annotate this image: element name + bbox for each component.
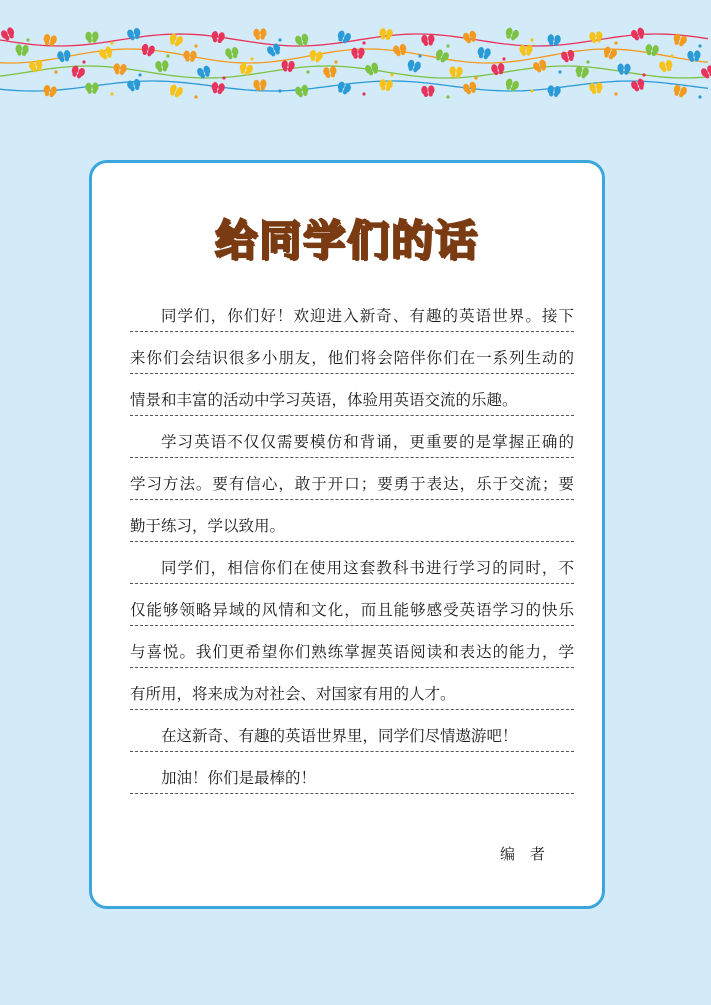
letter-line: 有所用，将来成为对社会、对国家有用的人才。 — [130, 679, 574, 710]
garland-dot — [642, 73, 645, 76]
garland-dot — [614, 41, 617, 44]
butterfly-icon — [281, 60, 295, 72]
garland-dot — [614, 92, 617, 95]
garland-dot — [194, 95, 197, 98]
butterfly-icon — [42, 84, 57, 98]
butterfly-icon — [406, 59, 422, 73]
butterfly-icon — [602, 46, 618, 61]
butterfly-garland-icon — [0, 22, 711, 102]
butterfly-icon — [113, 63, 127, 76]
butterfly-icon — [449, 66, 463, 78]
garland-dot — [194, 44, 197, 47]
letter-line: 仅能够领略异域的风情和文化，而且能够感受英语学习的快乐 — [130, 595, 574, 626]
butterfly-icon — [336, 81, 352, 96]
butterfly-icon — [589, 31, 603, 44]
garland-dot — [670, 54, 673, 57]
garland-dot — [166, 54, 169, 57]
butterfly-icon — [85, 82, 98, 93]
butterfly-icon — [155, 60, 169, 73]
butterfly-icon — [379, 28, 394, 41]
garland-dot — [82, 60, 85, 63]
signature: 编者 — [500, 845, 561, 863]
garland-dot — [698, 95, 701, 98]
butterfly-icon — [253, 79, 267, 91]
garland-dot — [138, 73, 141, 76]
garland-dot — [222, 76, 225, 79]
butterfly-icon — [15, 44, 29, 56]
butterfly-icon — [85, 31, 98, 42]
butterfly-icon — [392, 43, 407, 57]
garland-dot — [362, 41, 365, 44]
butterfly-icon — [0, 26, 16, 42]
letter-line: 与喜悦。我们更希望你们熟练掌握英语阅读和表达的能力，学 — [130, 637, 574, 668]
garland-dot — [306, 70, 309, 73]
butterfly-icon — [168, 83, 185, 98]
garland-dot — [586, 60, 589, 63]
letter-line: 加油！你们是最棒的！ — [130, 763, 574, 794]
butterfly-icon — [462, 30, 478, 45]
butterfly-icon — [421, 85, 435, 97]
butterfly-icon — [476, 46, 491, 60]
garland-dot — [558, 70, 561, 73]
butterfly-icon — [253, 28, 267, 40]
letter-line: 勤于练习，学以致用。 — [130, 511, 574, 542]
butterfly-icon — [532, 58, 549, 73]
garland-dot — [530, 38, 533, 41]
garland-dot — [418, 54, 421, 57]
letter-line: 情景和丰富的活动中学习英语，体验用英语交流的乐趣。 — [130, 385, 574, 416]
garland-dot — [110, 41, 113, 44]
butterfly-icon — [547, 85, 561, 98]
garland-dot — [474, 76, 477, 79]
butterfly-icon — [98, 46, 114, 61]
garland-dot — [530, 89, 533, 92]
butterfly-icon — [294, 84, 310, 98]
butterfly-icon — [589, 82, 603, 95]
letter-line: 在这新奇、有趣的英语世界里，同学们尽情遨游吧！ — [130, 721, 574, 752]
garland-dot — [26, 38, 29, 41]
butterfly-icon — [421, 34, 435, 46]
butterfly-icon — [126, 78, 142, 92]
garland-dot — [54, 70, 57, 73]
garland-dot — [278, 38, 281, 41]
letter-line: 学习英语不仅仅需要模仿和背诵，更重要的是掌握正确的 — [130, 427, 574, 458]
letter-line: 同学们，相信你们在使用这套教科书进行学习的同时，不 — [130, 553, 574, 584]
butterfly-icon — [434, 48, 451, 64]
butterfly-icon — [504, 27, 520, 42]
garland-dot — [446, 44, 449, 47]
garland-dot — [334, 60, 337, 63]
garland-dot — [362, 92, 365, 95]
letter-card — [89, 160, 605, 909]
butterfly-icon — [658, 59, 673, 73]
garland-dot — [698, 44, 701, 47]
butterfly-icon — [323, 66, 338, 79]
butterfly-icon — [630, 78, 646, 93]
garland-dot — [446, 95, 449, 98]
butterfly-icon — [308, 49, 323, 63]
butterfly-icon — [224, 46, 239, 60]
letter-body — [130, 301, 574, 805]
butterfly-icon — [57, 50, 72, 63]
butterfly-icon — [210, 82, 225, 95]
letter-line: 来你们会结识很多小朋友，他们将会陪伴你们在一系列生动的 — [130, 343, 574, 374]
garland-wave — [0, 66, 708, 78]
letter-line: 学习方法。要有信心，敢于开口；要勇于表达，乐于交流；要 — [130, 469, 574, 500]
garland-dot — [110, 92, 113, 95]
garland-dot — [390, 73, 393, 76]
garland-dot — [250, 57, 253, 60]
letter-line: 同学们，你们好！欢迎进入新奇、有趣的英语世界。接下 — [130, 301, 574, 332]
letter-title: 给同学们的话 — [214, 216, 479, 265]
garland-dot — [278, 89, 281, 92]
garland-dot — [502, 57, 505, 60]
